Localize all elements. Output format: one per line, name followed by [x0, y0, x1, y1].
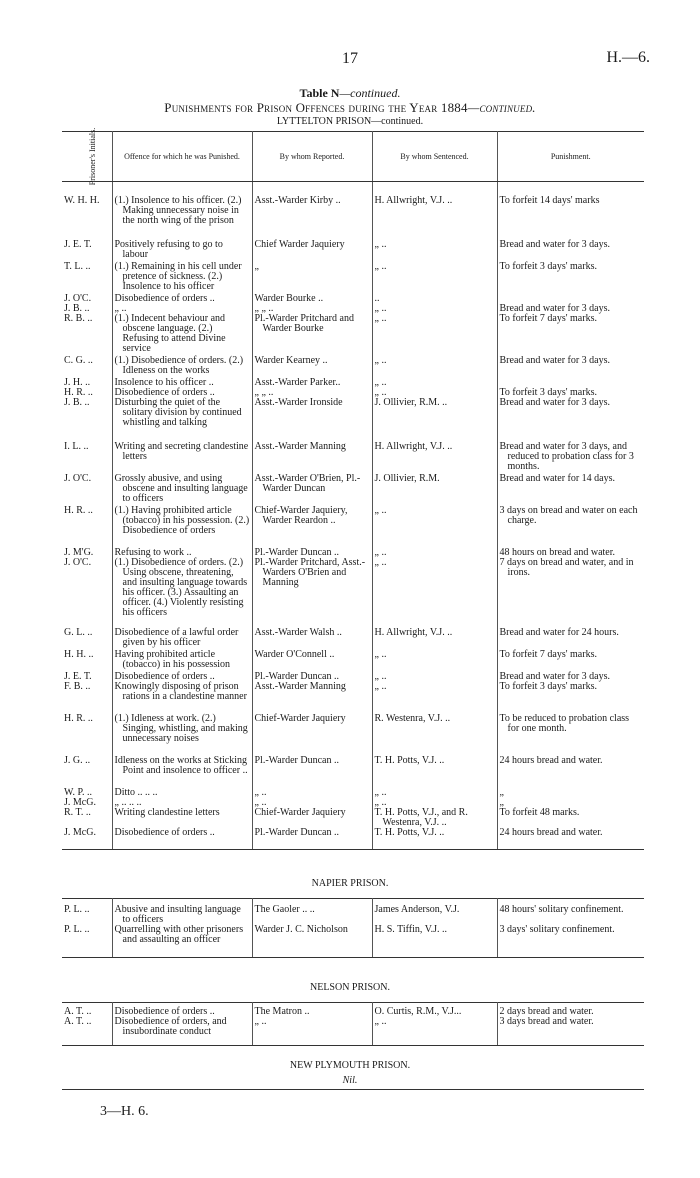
offence-cell: Writing and secreting clandestine letters — [112, 442, 252, 474]
punishment-cell: Bread and water for 3 days. — [499, 302, 611, 314]
offence-cell: Disobedience of orders .. — [112, 828, 252, 850]
table-row — [62, 808, 644, 828]
sentenced-cell: „ .. — [372, 304, 497, 314]
col-header-punishment: Punishment. — [497, 132, 644, 182]
offence-cell: Disturbing the quiet of the solitary division by continued whistling and talking — [112, 398, 252, 442]
table-row — [62, 314, 644, 356]
reported-cell: Asst.-Warder Parker.. — [252, 378, 372, 388]
punishment-cell: To forfeit 14 days' marks — [499, 194, 600, 206]
reported-cell: Pl.-Warder Duncan .. — [252, 672, 372, 682]
initials-cell: J. M'G. — [62, 548, 112, 558]
table-row — [62, 899, 644, 926]
table-row — [62, 1017, 644, 1045]
napier-prison-title: NAPIER PRISON. — [311, 878, 389, 889]
offence-cell: Disobedience of orders .. — [112, 294, 252, 304]
sentenced-cell: „ .. — [372, 506, 497, 548]
sentenced-cell: T. H. Potts, V.J. .. — [372, 756, 497, 788]
punishment-cell: Bread and water for 3 days, and reduced to probation class for 3 months. — [499, 440, 634, 472]
table-row — [62, 304, 644, 314]
punishment-cell: To forfeit 7 days' marks. — [499, 312, 597, 324]
reported-cell: The Matron .. — [252, 1003, 372, 1018]
sentenced-cell: .. — [372, 294, 497, 304]
punishment-cell: 3 days bread and water. — [497, 1017, 644, 1045]
table-row — [62, 558, 644, 628]
punishment-cell: 3 days on bread and water on each charge. — [499, 504, 638, 526]
napier-table-body — [62, 899, 644, 958]
table-row — [62, 294, 644, 304]
punishment-cell: Bread and water for 14 days. — [499, 472, 616, 484]
punishment-cell: Bread and water for 3 days. — [499, 670, 611, 682]
sentenced-cell: T. H. Potts, V.J. .. — [372, 828, 497, 850]
initials-cell: I. L. .. — [62, 442, 112, 474]
reported-cell: Asst.-Warder Walsh .. — [252, 628, 372, 650]
table-header-row — [62, 132, 644, 182]
offence-cell: Disobedience of orders .. — [112, 388, 252, 398]
initials-cell: R. T. .. — [62, 808, 112, 828]
offence-cell: (1.) Having prohibited article (tobacco) in his possession. (2.) Disobedience of orders — [112, 506, 252, 548]
offence-cell: (1.) Indecent behaviour and obscene language. (2.) Refusing to attend Divine service — [112, 314, 252, 356]
nelson-table — [62, 1002, 644, 1046]
offence-cell: Quarrelling with other prisoners and assaulting an officer — [112, 925, 252, 957]
initials-cell: J. G. .. — [62, 756, 112, 788]
sentenced-cell: „ .. — [372, 798, 497, 808]
reported-cell: Pl.-Warder Pritchard and Warder Bourke — [252, 314, 372, 356]
reported-cell: Pl.-Warder Duncan .. — [252, 548, 372, 558]
initials-cell: H. R. .. — [62, 714, 112, 756]
initials-cell: W. P. .. — [62, 788, 112, 798]
punishment-cell — [497, 294, 644, 304]
initials-cell: G. L. .. — [62, 628, 112, 650]
offence-cell: Grossly abusive, and using obscene and insulting language to officers — [112, 474, 252, 506]
new-plymouth-prison-title: NEW PLYMOUTH PRISON. — [289, 1060, 411, 1071]
col-header-sentenced: By whom Sentenced. — [372, 132, 497, 182]
sentenced-cell: „ .. — [372, 262, 497, 294]
table-row — [62, 398, 644, 442]
table-row — [62, 788, 644, 798]
sentenced-cell: H. S. Tiffin, V.J. .. — [372, 925, 497, 957]
sentenced-cell: H. Allwright, V.J. .. — [372, 196, 497, 240]
initials-cell: J. O'C. — [62, 294, 112, 304]
sentenced-cell: J. Ollivier, R.M. — [372, 474, 497, 506]
reported-cell: Asst.-Warder Kirby .. — [252, 196, 372, 240]
offence-cell: Refusing to work .. — [112, 548, 252, 558]
offence-cell: (1.) Disobedience of orders. (2.) Idleness on the works — [112, 356, 252, 378]
nelson-prison-title: NELSON PRISON. — [309, 982, 390, 993]
sentenced-cell: „ .. — [372, 314, 497, 356]
table-row — [62, 388, 644, 398]
offence-cell: Having prohibited article (tobacco) in his possession — [112, 650, 252, 672]
table-row — [62, 240, 644, 262]
initials-cell: J. McG. — [62, 798, 112, 808]
reported-cell: „ „ .. — [252, 304, 372, 314]
reported-cell: Chief-Warder Jaquiery — [252, 714, 372, 756]
lyttelton-table-body — [62, 127, 644, 850]
lyttelton-table — [62, 127, 644, 850]
initials-cell: J. O'C. — [62, 474, 112, 506]
initials-cell: C. G. .. — [62, 356, 112, 378]
reported-cell: Asst.-Warder Ironside — [252, 398, 372, 442]
reported-cell: „ .. — [252, 798, 372, 808]
punishment-cell: To forfeit 3 days' marks. — [499, 260, 597, 272]
reported-cell: Asst.-Warder Manning — [252, 442, 372, 474]
offence-cell: Writing clandestine letters — [112, 808, 252, 828]
reported-cell: Warder J. C. Nicholson — [252, 925, 372, 957]
initials-cell: P. L. .. — [62, 899, 112, 926]
table-row — [62, 714, 644, 756]
sentenced-cell: „ .. — [372, 650, 497, 672]
page-footer: 3—H. 6. — [100, 1104, 149, 1119]
punishment-cell: To forfeit 7 days' marks. — [499, 648, 597, 660]
punishment-cell: 24 hours bread and water. — [497, 828, 644, 850]
offence-cell: Insolence to his officer .. — [112, 378, 252, 388]
initials-cell: H. H. .. — [62, 650, 112, 672]
initials-cell: J. E. T. — [62, 240, 112, 262]
reported-cell: „ — [252, 262, 372, 294]
table-row — [62, 672, 644, 682]
offence-cell: Positively refusing to go to labour — [112, 240, 252, 262]
sentenced-cell: „ .. — [372, 240, 497, 262]
offence-cell: (1.) Insolence to his officer. (2.) Making unnecessary noise in the north wing of the prison — [112, 196, 252, 240]
initials-cell: T. L. .. — [62, 262, 112, 294]
punishment-cell: To forfeit 3 days' marks. — [499, 680, 597, 692]
punishment-cell: 2 days bread and water. — [499, 1006, 594, 1017]
initials-cell: R. B. .. — [62, 314, 112, 356]
reported-cell: Warder O'Connell .. — [252, 650, 372, 672]
sentenced-cell: „ .. — [372, 1017, 497, 1045]
initials-cell: A. T. .. — [62, 1017, 112, 1045]
reported-cell: Chief Warder Jaquiery — [252, 240, 372, 262]
punishment-cell: Bread and water for 3 days. — [499, 238, 611, 250]
sentenced-cell: H. Allwright, V.J. .. — [372, 628, 497, 650]
table-row — [62, 442, 644, 474]
reported-cell: Pl.-Warder Duncan .. — [252, 828, 372, 850]
punishment-cell: 48 hours' solitary confinement. — [499, 904, 624, 915]
punishment-cell: „ — [499, 796, 504, 808]
initials-cell: W. H. H. — [62, 196, 112, 240]
initials-cell: H. R. .. — [62, 388, 112, 398]
reported-cell: Chief-Warder Jaquiery — [252, 808, 372, 828]
sentenced-cell: „ .. — [372, 388, 497, 398]
table-row — [62, 548, 644, 558]
sentenced-cell: „ .. — [372, 788, 497, 798]
sentenced-cell: O. Curtis, R.M., V.J... — [372, 1003, 497, 1018]
offence-cell: Idleness on the works at Sticking Point and insolence to officer .. — [112, 756, 252, 788]
table-row — [62, 262, 644, 294]
table-row — [62, 925, 644, 957]
col-header-offence: Offence for which he was Punished. — [112, 132, 252, 182]
table-row — [62, 756, 644, 788]
subtitle-suffix: —continued. — [467, 100, 536, 115]
table-row — [62, 650, 644, 672]
initials-cell: F. B. .. — [62, 682, 112, 714]
initials-cell: J. E. T. — [62, 672, 112, 682]
reported-cell: Warder Kearney .. — [252, 356, 372, 378]
table-title-suffix: —continued. — [339, 86, 401, 100]
col-header-initials: Prisoner's Initials. — [62, 132, 112, 182]
document-reference: H.—6. — [606, 49, 650, 66]
table-row — [62, 682, 644, 714]
nelson-table-body — [62, 1003, 644, 1046]
sentenced-cell: „ .. — [372, 356, 497, 378]
sentenced-cell: „ .. — [372, 548, 497, 558]
sentenced-cell: „ .. — [372, 672, 497, 682]
reported-cell: Chief-Warder Jaquiery, Warder Reardon .. — [252, 506, 372, 548]
table-row — [62, 628, 644, 650]
reported-cell: Pl.-Warder Duncan .. — [252, 756, 372, 788]
initials-cell: J. B. .. — [62, 398, 112, 442]
new-plymouth-nil: Nil. — [342, 1075, 358, 1086]
reported-cell: Pl.-Warder Pritchard, Asst.-Warders O'Brien and Manning — [252, 558, 372, 628]
subtitle-main: Punishments for Prison Offences during the Year 1884 — [164, 100, 468, 115]
reported-cell: Asst.-Warder O'Brien, Pl.-Warder Duncan — [252, 474, 372, 506]
lyttelton-prison-title: LYTTELTON PRISON—continued. — [276, 116, 424, 127]
offence-cell: Disobedience of orders, and insubordinate conduct — [112, 1017, 252, 1045]
punishment-cell: 24 hours bread and water. — [499, 754, 603, 766]
reported-cell: „ .. — [252, 788, 372, 798]
offence-cell: (1.) Idleness at work. (2.) Singing, whistling, and making unnecessary noises — [112, 714, 252, 756]
table-row — [62, 378, 644, 388]
initials-cell: P. L. .. — [62, 925, 112, 957]
table-row — [62, 356, 644, 378]
table-subtitle — [0, 100, 700, 116]
offence-cell: Disobedience of orders .. — [112, 672, 252, 682]
table-row — [62, 196, 644, 240]
offence-cell: Knowingly disposing of prison rations in a clandestine manner — [112, 682, 252, 714]
offence-cell: Disobedience of a lawful order given by his officer — [112, 628, 252, 650]
initials-cell: J. O'C. — [62, 558, 112, 628]
punishment-cell: „ — [499, 786, 504, 798]
col-header-reported: By whom Reported. — [252, 132, 372, 182]
table-title-main: Table N — [299, 86, 340, 100]
napier-table — [62, 898, 644, 958]
offence-cell: „ .. .. .. — [112, 798, 252, 808]
initials-cell: A. T. .. — [62, 1003, 112, 1018]
table-row — [62, 506, 644, 548]
punishment-cell: 7 days on bread and water, and in irons. — [499, 556, 634, 578]
punishment-cell: Bread and water for 3 days. — [499, 396, 611, 408]
table-row — [62, 798, 644, 808]
reported-cell: The Gaoler .. .. — [252, 899, 372, 926]
punishment-cell: 3 days' solitary confinement. — [497, 925, 644, 957]
offence-cell: Abusive and insulting language to officers — [112, 899, 252, 926]
table-row — [62, 1003, 644, 1018]
initials-cell: H. R. .. — [62, 506, 112, 548]
header-spacer — [62, 182, 644, 196]
initials-cell: J. B. .. — [62, 304, 112, 314]
table-row — [62, 828, 644, 850]
sentenced-cell: J. Ollivier, R.M. .. — [372, 398, 497, 442]
sentenced-cell: H. Allwright, V.J. .. — [372, 442, 497, 474]
sentenced-cell: „ .. — [372, 682, 497, 714]
reported-cell: „ .. — [252, 1017, 372, 1045]
punishment-cell: To forfeit 48 marks. — [499, 806, 580, 818]
bottom-rule — [62, 1089, 644, 1090]
reported-cell: Warder Bourke .. — [252, 294, 372, 304]
reported-cell: Asst.-Warder Manning — [252, 682, 372, 714]
sentenced-cell: „ .. — [372, 558, 497, 628]
offence-cell: (1.) Remaining in his cell under pretence of sickness. (2.) Insolence to his officer — [112, 262, 252, 294]
page-number: 17 — [342, 50, 358, 67]
sentenced-cell: James Anderson, V.J. — [372, 899, 497, 926]
reported-cell: „ „ .. — [252, 388, 372, 398]
punishment-cell — [497, 378, 644, 388]
offence-cell: Ditto .. .. .. — [112, 788, 252, 798]
sentenced-cell: T. H. Potts, V.J., and R. Westenra, V.J. .. — [372, 808, 497, 828]
sentenced-cell: R. Westenra, V.J. .. — [372, 714, 497, 756]
punishment-cell: To be reduced to probation class for one month. — [499, 712, 630, 734]
table-row — [62, 474, 644, 506]
sentenced-cell: „ .. — [372, 378, 497, 388]
offence-cell: „ .. — [112, 304, 252, 314]
punishment-cell: Bread and water for 3 days. — [499, 354, 611, 366]
initials-cell: J. H. .. — [62, 378, 112, 388]
initials-cell: J. McG. — [62, 828, 112, 850]
offence-cell: (1.) Disobedience of orders. (2.) Using obscene, threatening, and insulting language towards his officer. (3.) Assaulting an officer. (4.) Violently resisting his officers — [112, 558, 252, 628]
punishment-cell: 48 hours on bread and water. — [499, 546, 616, 558]
offence-cell: Disobedience of orders .. — [112, 1003, 252, 1018]
table-title — [0, 86, 700, 101]
punishment-cell: To forfeit 3 days' marks. — [499, 386, 597, 398]
punishment-cell: Bread and water for 24 hours. — [499, 626, 619, 638]
